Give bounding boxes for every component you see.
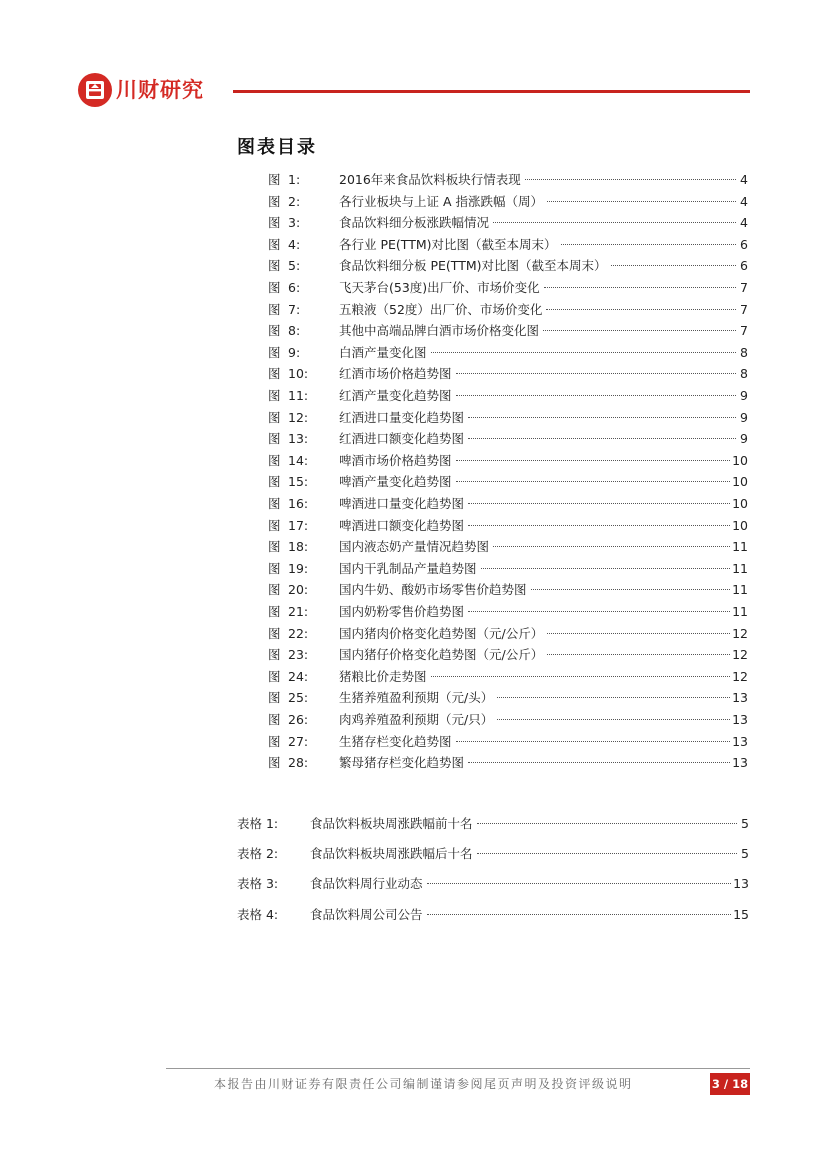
dot-leader [468,610,730,612]
figure-title: 生猪存栏变化趋势图 [339,733,452,749]
figure-entry-body [339,752,748,773]
dot-leader [427,882,732,884]
figure-title: 飞天茅台(53度)出厂价、市场价变化 [339,280,540,295]
figure-entry-body [339,579,748,600]
figure-page-number: 7 [740,323,748,339]
figure-page-number: 11 [732,539,748,555]
figure-page-number: 12 [732,647,748,663]
figure-number: 25: [288,690,309,706]
figure-entry-body [339,277,748,298]
figure-label: 图 [268,172,281,187]
figure-entry-body [339,536,748,557]
figure-label: 图 [268,539,281,555]
figure-label: 图 [268,582,281,598]
figure-page-number: 13 [732,755,748,771]
table-entry-body [310,813,749,835]
toc-figure-entry[interactable] [0,493,827,514]
figure-page-number: 11 [732,582,748,598]
figure-number: 20: [288,582,309,598]
toc-table-entry[interactable] [0,813,827,835]
figure-title: 猪粮比价走势图 [339,668,427,684]
figure-title: 啤酒进口额变化趋势图 [339,517,465,533]
figure-number: 3: [288,215,301,231]
figure-number: 1: [288,172,301,187]
toc-figure-entry[interactable] [0,299,827,320]
table-page-number: 15 [733,907,749,922]
toc-figure-entry[interactable] [0,385,827,406]
table-entry-body [310,843,749,865]
figure-label: 图 [268,452,281,468]
toc-figure-entry[interactable] [0,666,827,687]
figure-page-number: 12 [732,625,748,641]
dot-leader [431,351,736,353]
table-entry-body [310,873,749,895]
figure-title: 啤酒进口量变化趋势图 [339,496,465,511]
figure-page-number: 7 [740,301,748,317]
figure-entry-body [339,450,748,471]
figure-entry-body [339,644,748,665]
figure-entry-body [339,407,748,428]
figure-label: 图 [268,344,281,360]
figure-title: 食品饮料细分板 PE(TTM)对比图（截至本周末） [339,258,607,274]
figure-entry-body [339,515,748,536]
figure-title: 白酒产量变化图 [339,344,427,360]
figure-entry-body [339,363,748,384]
figure-title: 肉鸡养殖盈利预期（元/只） [339,712,494,727]
figure-page-number: 7 [740,280,748,295]
toc-figure-entry[interactable] [0,407,827,428]
figure-entry-body [339,320,748,341]
figure-title: 五粮液（52度）出厂价、市场价变化 [339,301,543,317]
dot-leader [543,329,736,331]
figure-title: 国内干乳制品产量趋势图 [339,560,477,576]
figure-title: 2016年来食品饮料板块行情表现 [339,172,521,187]
dot-leader [497,696,730,698]
dot-leader [477,852,737,854]
figure-label: 图 [268,517,281,533]
table-page-number: 5 [741,846,749,861]
figure-number: 27: [288,733,309,749]
dot-leader [561,243,737,245]
figure-number: 9: [288,344,301,360]
dot-leader [468,502,730,504]
figure-label: 图 [268,323,281,339]
dot-leader [427,913,732,915]
figure-title: 生猪养殖盈利预期（元/头） [339,690,494,706]
figure-page-number: 12 [732,668,748,684]
figure-title: 各行业板块与上证 A 指涨跌幅（周） [339,193,543,209]
dot-leader [468,416,736,418]
figure-number: 24: [288,668,309,684]
table-title: 食品饮料板块周涨跌幅前十名 [310,816,473,831]
figure-page-number: 4 [740,215,748,231]
toc-figure-entry[interactable] [0,709,827,730]
figure-label: 图 [268,215,281,231]
table-title: 食品饮料周行业动态 [310,876,423,891]
figure-number: 26: [288,712,309,727]
toc-figure-entry[interactable] [0,558,827,579]
figure-number: 16: [288,496,309,511]
figure-label: 图 [268,409,281,425]
figure-label: 图 [268,690,281,706]
figure-title: 国内猪仔价格变化趋势图（元/公斤） [339,647,544,663]
dot-leader [468,524,730,526]
toc-figure-entry[interactable] [0,255,827,276]
figure-entry-body [339,731,748,752]
dot-leader [456,480,731,482]
table-label: 表格 4: [237,907,279,922]
figure-title: 国内牛奶、酸奶市场零售价趋势图 [339,582,527,598]
toc-figure-entry[interactable] [0,450,827,471]
footer-disclaimer: 本报告由川财证券有限责任公司编制谨请参阅尾页声明及投资评级说明 [214,1077,633,1091]
figure-number: 6: [288,280,301,295]
figure-label: 图 [268,388,281,403]
toc-figure-entry[interactable] [0,536,827,557]
dot-leader [493,545,730,547]
figure-label: 图 [268,647,281,663]
dot-leader [456,740,731,742]
figure-label: 图 [268,712,281,727]
figure-page-number: 10 [732,496,748,511]
figure-title: 红酒市场价格趋势图 [339,366,452,382]
figure-label: 图 [268,301,281,317]
dot-leader [456,372,736,374]
dot-leader [547,632,730,634]
figure-number: 14: [288,452,309,468]
figure-number: 22: [288,625,309,641]
figure-label: 图 [268,193,281,209]
figure-entry-body [339,255,748,276]
figure-page-number: 4 [740,172,748,187]
figure-number: 28: [288,755,309,771]
dot-leader [525,178,736,180]
figure-label: 图 [268,474,281,490]
figure-entry-body [339,169,748,190]
figure-label: 图 [268,431,281,447]
dot-leader [547,653,730,655]
footer-divider [166,1068,750,1069]
figure-number: 12: [288,409,309,425]
figure-page-number: 10 [732,452,748,468]
figure-label: 图 [268,668,281,684]
figure-entry-body [339,687,748,708]
figure-entry-body [339,342,748,363]
figure-title: 国内猪肉价格变化趋势图（元/公斤） [339,625,544,641]
figure-number: 7: [288,301,301,317]
figure-number: 11: [288,388,309,403]
toc-title: 图表目录 [237,137,317,158]
figure-label: 图 [268,496,281,511]
toc-table-entry[interactable] [0,873,827,895]
figure-page-number: 9 [740,431,748,447]
figure-entry-body [339,385,748,406]
figure-entry-body [339,234,748,255]
figure-title: 食品饮料细分板涨跌幅情况 [339,215,490,231]
table-label: 表格 1: [237,816,279,831]
figure-number: 15: [288,474,309,490]
toc-figure-entry[interactable] [0,169,827,190]
dot-leader [481,567,731,569]
toc-table-entry[interactable] [0,904,827,926]
table-label: 表格 3: [237,876,279,891]
figure-title: 啤酒产量变化趋势图 [339,474,452,490]
toc-figure-entry[interactable] [0,752,827,773]
figure-number: 19: [288,560,309,576]
page-header [0,0,827,120]
toc-figure-entry[interactable] [0,191,827,212]
figure-entry-body [339,299,748,320]
figure-page-number: 6 [740,258,748,274]
figure-number: 4: [288,236,301,252]
toc-figure-entry[interactable] [0,731,827,752]
figure-entry-body [339,212,748,233]
figure-number: 2: [288,193,301,209]
toc-figure-entry[interactable] [0,363,827,384]
figure-entry-body [339,493,748,514]
table-page-number: 13 [733,876,749,891]
table-title: 食品饮料周公司公告 [310,907,423,922]
figure-number: 13: [288,431,309,447]
figure-page-number: 10 [732,517,748,533]
figure-title: 红酒进口额变化趋势图 [339,431,465,447]
figure-entry-body [339,428,748,449]
toc-figure-entry[interactable] [0,234,827,255]
dot-leader [431,675,731,677]
dot-leader [456,394,736,396]
toc-figure-entry[interactable] [0,277,827,298]
toc-figure-entry[interactable] [0,601,827,622]
figure-page-number: 8 [740,366,748,382]
dot-leader [456,459,731,461]
figure-label: 图 [268,733,281,749]
dot-leader [611,264,737,266]
figure-page-number: 8 [740,344,748,360]
figure-page-number: 11 [732,560,748,576]
toc-figure-entry[interactable] [0,687,827,708]
toc-figure-entry[interactable] [0,471,827,492]
figure-entry-body [339,558,748,579]
figure-title: 国内液态奶产量情况趋势图 [339,539,490,555]
figure-title: 各行业 PE(TTM)对比图（截至本周末） [339,236,557,252]
toc-figure-entry[interactable] [0,212,827,233]
figure-page-number: 13 [732,712,748,727]
figure-label: 图 [268,366,281,382]
figure-number: 21: [288,604,309,619]
toc-figure-entry[interactable] [0,644,827,665]
figure-entry-body [339,601,748,622]
figure-number: 8: [288,323,301,339]
dot-leader [544,286,736,288]
figure-entry-body [339,191,748,212]
figure-label: 图 [268,280,281,295]
figure-label: 图 [268,625,281,641]
figure-page-number: 9 [740,409,748,425]
figure-page-number: 13 [732,733,748,749]
dot-leader [531,588,731,590]
toc-table-entry[interactable] [0,843,827,865]
figure-page-number: 11 [732,604,748,619]
figure-entry-body [339,471,748,492]
brand-name: 川财研究 [116,78,204,102]
header-divider [233,90,750,93]
toc-figure-entry[interactable] [0,579,827,600]
figure-number: 10: [288,366,309,382]
figure-page-number: 4 [740,193,748,209]
figure-title: 繁母猪存栏变化趋势图 [339,755,465,771]
figure-title: 国内奶粉零售价趋势图 [339,604,465,619]
figure-number: 5: [288,258,301,274]
figure-number: 18: [288,539,309,555]
dot-leader [546,308,736,310]
dot-leader [497,718,730,720]
figure-entry-body [339,709,748,730]
toc-figure-entry[interactable] [0,623,827,644]
dot-leader [468,761,730,763]
figure-page-number: 13 [732,690,748,706]
figure-title: 其他中高端品牌白酒市场价格变化图 [339,323,540,339]
dot-leader [477,822,737,824]
figure-number: 17: [288,517,309,533]
dot-leader [468,437,736,439]
figure-entry-body [339,623,748,644]
figure-number: 23: [288,647,309,663]
figure-label: 图 [268,604,281,619]
figure-page-number: 9 [740,388,748,403]
toc-figure-entry[interactable] [0,515,827,536]
figure-entry-body [339,666,748,687]
chuancai-logo-icon [78,73,112,107]
figure-title: 啤酒市场价格趋势图 [339,452,452,468]
figure-label: 图 [268,258,281,274]
dot-leader [547,200,736,202]
figure-page-number: 10 [732,474,748,490]
page-number-badge: 3 / 18 [710,1073,750,1095]
figure-title: 红酒进口量变化趋势图 [339,409,465,425]
toc-figure-entry[interactable] [0,320,827,341]
table-title: 食品饮料板块周涨跌幅后十名 [310,846,473,861]
toc-figure-entry[interactable] [0,428,827,449]
toc-figure-entry[interactable] [0,342,827,363]
figure-label: 图 [268,236,281,252]
table-label: 表格 2: [237,846,279,861]
figure-title: 红酒产量变化趋势图 [339,388,452,403]
figure-label: 图 [268,560,281,576]
table-page-number: 5 [741,816,749,831]
figure-label: 图 [268,755,281,771]
dot-leader [493,221,736,223]
table-entry-body [310,904,749,926]
figure-page-number: 6 [740,236,748,252]
